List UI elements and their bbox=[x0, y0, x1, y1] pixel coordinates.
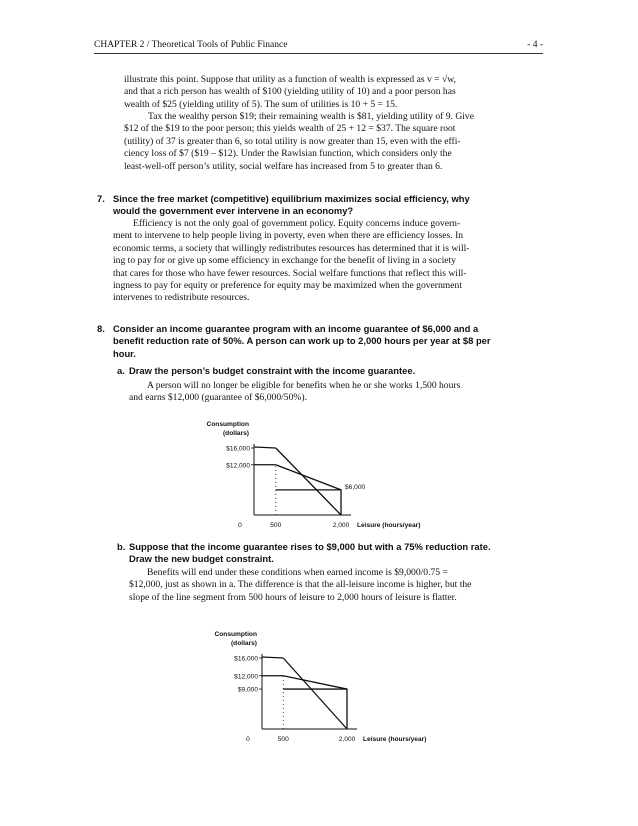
x-tick-label: 2,000 bbox=[338, 736, 356, 743]
x-axis-label: Leisure (hours/year) bbox=[357, 522, 421, 529]
tax-line: Tax the wealthy person $19; their remaining wealth is $81, yielding utility of 9. Give bbox=[148, 111, 474, 122]
y-tick-label: $12,000 bbox=[234, 673, 258, 681]
tax-line: (utility) of 37 is greater than 6, so total utility is now greater than 15, even with the effi- bbox=[124, 135, 461, 147]
y-axis-label: Consumption bbox=[206, 421, 249, 428]
y-tick-label: $16,000 bbox=[234, 655, 258, 663]
x-origin-label: 0 bbox=[246, 736, 250, 743]
x-tick-label: 500 bbox=[270, 522, 282, 529]
tax-line: ciency loss of $7 ($19 – $12). Under the Rawlsian function, which considers only the bbox=[124, 148, 452, 160]
x-axis-label: Leisure (hours/year) bbox=[363, 736, 427, 743]
q7-question-line: Since the free market (competitive) equilibrium maximizes social efficiency, why bbox=[113, 193, 470, 204]
q8b-label: b. bbox=[117, 541, 126, 552]
q7-answer-line: economic terms, a society that willingly redistributes resources has determined that it is will- bbox=[113, 242, 470, 254]
intro-line: and that a rich person has wealth of $100 (yielding utility of 10) and a poor person has bbox=[124, 86, 456, 98]
q7-answer-line: intervenes to redistribute resources. bbox=[113, 292, 250, 304]
y-axis-label: (dollars) bbox=[222, 430, 249, 437]
q7-question-line: would the government ever intervene in an economy? bbox=[113, 205, 354, 217]
y-axis-label: (dollars) bbox=[230, 640, 257, 647]
guarantee-label: $6,000 bbox=[345, 483, 366, 491]
q8a-answer-line: and earns $12,000 (guarantee of $6,000/50%). bbox=[129, 392, 307, 404]
top-connector bbox=[262, 657, 283, 658]
budget-line bbox=[283, 658, 347, 729]
intro-line: illustrate this point. Suppose that utility as a function of wealth is expressed as v = √w, bbox=[124, 74, 456, 85]
q7-answer-line: that cares for those who have fewer resources. Social welfare functions that reflect this will- bbox=[113, 267, 467, 279]
y-tick-label: $12,000 bbox=[226, 462, 250, 470]
q8-question-line: Consider an income guarantee program with an income guarantee of $6,000 and a bbox=[113, 323, 479, 334]
q8-number: 8. bbox=[97, 323, 105, 334]
intro-line: wealth of $25 (yielding utility of 5). The sum of utilities is 10 + 5 = 15. bbox=[124, 98, 398, 110]
q7-answer-line: ment to intervene to help people living in poverty, even when there are efficiency losses. In bbox=[113, 230, 464, 242]
page-number: - 4 - bbox=[527, 40, 543, 50]
q7-answer-line: ing to pay for or give up some efficiency in exchange for the benefit of living in a society bbox=[113, 255, 456, 267]
q8b-question-line: Suppose that the income guarantee rises to $9,000 but with a 75% reduction rate. bbox=[129, 541, 491, 552]
q8a-question: Draw the person’s budget constraint with the income guarantee. bbox=[129, 365, 416, 376]
tax-line: $12 of the $19 to the poor person; this yields wealth of 25 + 12 = $37. The square root bbox=[124, 123, 456, 135]
y-tick-label: $9,000 bbox=[237, 686, 258, 694]
x-tick-label: 2,000 bbox=[332, 522, 350, 529]
x-origin-label: 0 bbox=[238, 522, 242, 529]
chapter-title: CHAPTER 2 / Theoretical Tools of Public Finance bbox=[94, 40, 288, 50]
q8b-question-line: Draw the new budget constraint. bbox=[129, 553, 274, 565]
y-tick-label: $16,000 bbox=[226, 445, 250, 453]
q8-question-line: benefit reduction rate of 50%. A person can work up to 2,000 hours per year at $8 per bbox=[113, 335, 491, 347]
q8b-answer-line: Benefits will end under these conditions when earned income is $9,000/0.75 = bbox=[147, 567, 448, 578]
q7-answer-line: Efficiency is not the only goal of government policy. Equity concerns induce govern- bbox=[133, 218, 461, 229]
q8a-answer-line: A person will no longer be eligible for benefits when he or she works 1,500 hours bbox=[147, 380, 461, 391]
q8b-answer-line: slope of the line segment from 500 hours of leisure to 2,000 hours of leisure is flatter. bbox=[129, 591, 457, 603]
x-tick-label: 500 bbox=[277, 736, 289, 743]
q7-number: 7. bbox=[97, 193, 105, 204]
q7-answer-line: ingness to pay for equity or preference for equity may be maximized when the government bbox=[113, 280, 462, 292]
q8b-answer-line: $12,000, just as shown in a. The difference is that the all-leisure income is higher, but the bbox=[129, 579, 472, 591]
tax-line: least-well-off person’s utility, social welfare has increased from 5 to greater than 6. bbox=[124, 160, 443, 172]
y-axis-label: Consumption bbox=[214, 631, 257, 638]
q8a-label: a. bbox=[117, 365, 125, 376]
q8-question-line: hour. bbox=[113, 347, 136, 359]
budget-line bbox=[283, 676, 347, 729]
